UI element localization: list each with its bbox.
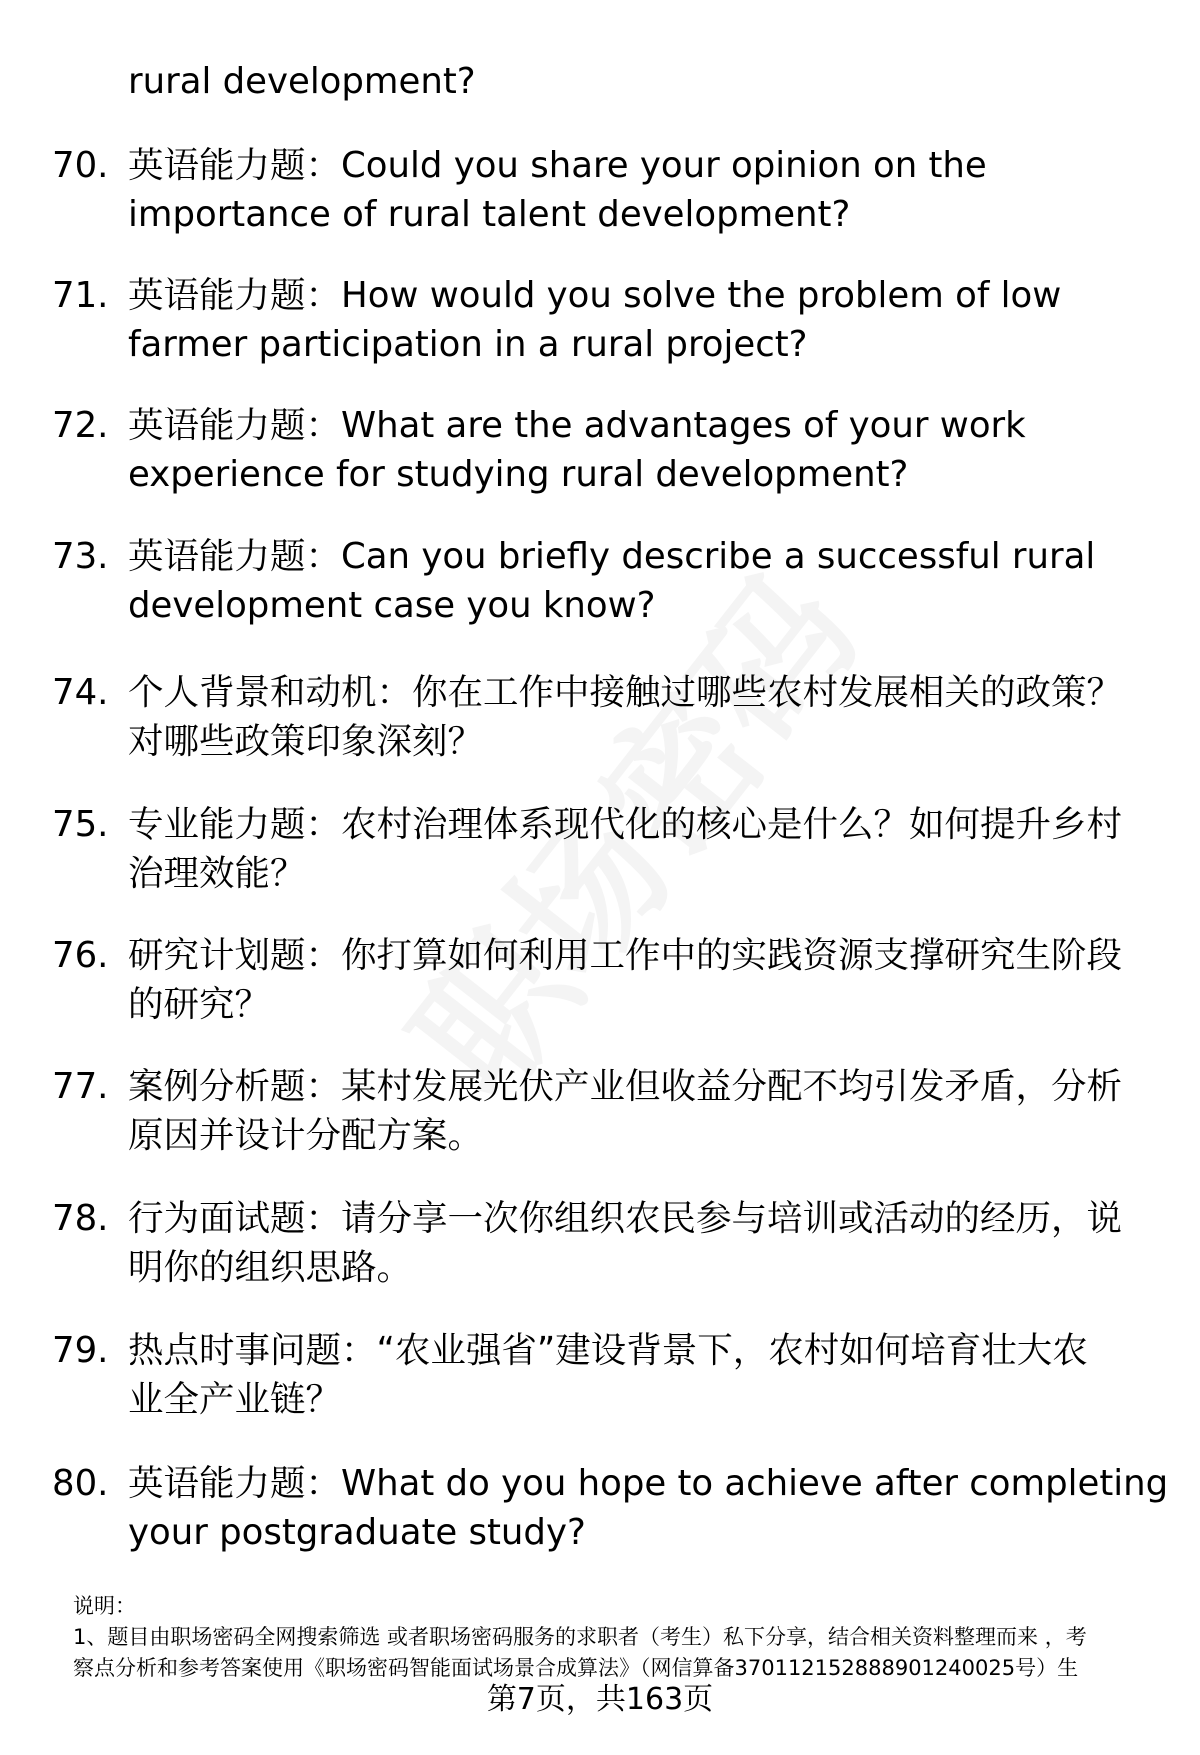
question-text-line: 的研究？: [128, 984, 271, 1025]
question-text-line: 专业能力题：农村治理体系现代化的核心是什么？如何提升乡村: [128, 804, 1123, 845]
question-text-line: importance of rural talent development?: [128, 194, 851, 235]
question-text-line: 研究计划题：你打算如何利用工作中的实践资源支撑研究生阶段: [128, 935, 1123, 976]
continuation-line: rural development?: [128, 61, 476, 102]
question-text-line: 治理效能？: [128, 853, 306, 894]
question-number: 70.: [52, 145, 109, 186]
question-text-line: 英语能力题：How would you solve the problem of low: [128, 275, 1062, 316]
question-number: 71.: [52, 275, 109, 316]
notes-heading: 说明：: [73, 1594, 136, 1618]
question-text-line: 个人背景和动机：你在工作中接触过哪些农村发展相关的政策？: [128, 672, 1123, 713]
question-number: 73.: [52, 536, 109, 577]
question-text-line: 英语能力题：What are the advantages of your work: [128, 405, 1026, 446]
question-number: 78.: [52, 1198, 109, 1239]
question-text-line: 行为面试题：请分享一次你组织农民参与培训或活动的经历，说: [128, 1198, 1123, 1239]
question-number: 79.: [52, 1330, 109, 1371]
question-text-line: 英语能力题：Could you share your opinion on the: [128, 145, 987, 186]
question-text-line: 案例分析题：某村发展光伏产业但收益分配不均引发矛盾，分析: [128, 1066, 1123, 1107]
question-number: 75.: [52, 804, 109, 845]
question-number: 74.: [52, 672, 109, 713]
question-text-line: 英语能力题：Can you briefly describe a successful rural: [128, 536, 1096, 577]
question-text-line: 英语能力题：What do you hope to achieve after completing: [128, 1463, 1169, 1504]
question-text-line: 对哪些政策印象深刻？: [128, 721, 484, 762]
question-number: 77.: [52, 1066, 109, 1107]
question-text-line: 原因并设计分配方案。: [128, 1115, 484, 1156]
question-text-line: experience for studying rural development?: [128, 454, 909, 495]
question-text-line: your postgraduate study?: [128, 1512, 586, 1553]
notes-line: 1、题目由职场密码全网搜索筛选 或者职场密码服务的求职者（考生）私下分享，结合相关资料整理而来 ，考: [73, 1625, 1087, 1649]
question-text-line: farmer participation in a rural project?: [128, 324, 808, 365]
question-number: 72.: [52, 405, 109, 446]
notes-line: 察点分析和参考答案使用《职场密码智能面试场景合成算法》（网信算备370112152888901240025号）生: [73, 1656, 1079, 1680]
question-number: 80.: [52, 1463, 109, 1504]
page-number-footer: 第7页，共163页: [486, 1682, 714, 1717]
question-number: 76.: [52, 935, 109, 976]
question-text-line: 业全产业链？: [128, 1379, 342, 1420]
question-text-line: development case you know?: [128, 585, 656, 626]
question-text-line: 热点时事问题：“农业强省”建设背景下，农村如何培育壮大农: [128, 1330, 1088, 1371]
question-text-line: 明你的组织思路。: [128, 1247, 413, 1288]
